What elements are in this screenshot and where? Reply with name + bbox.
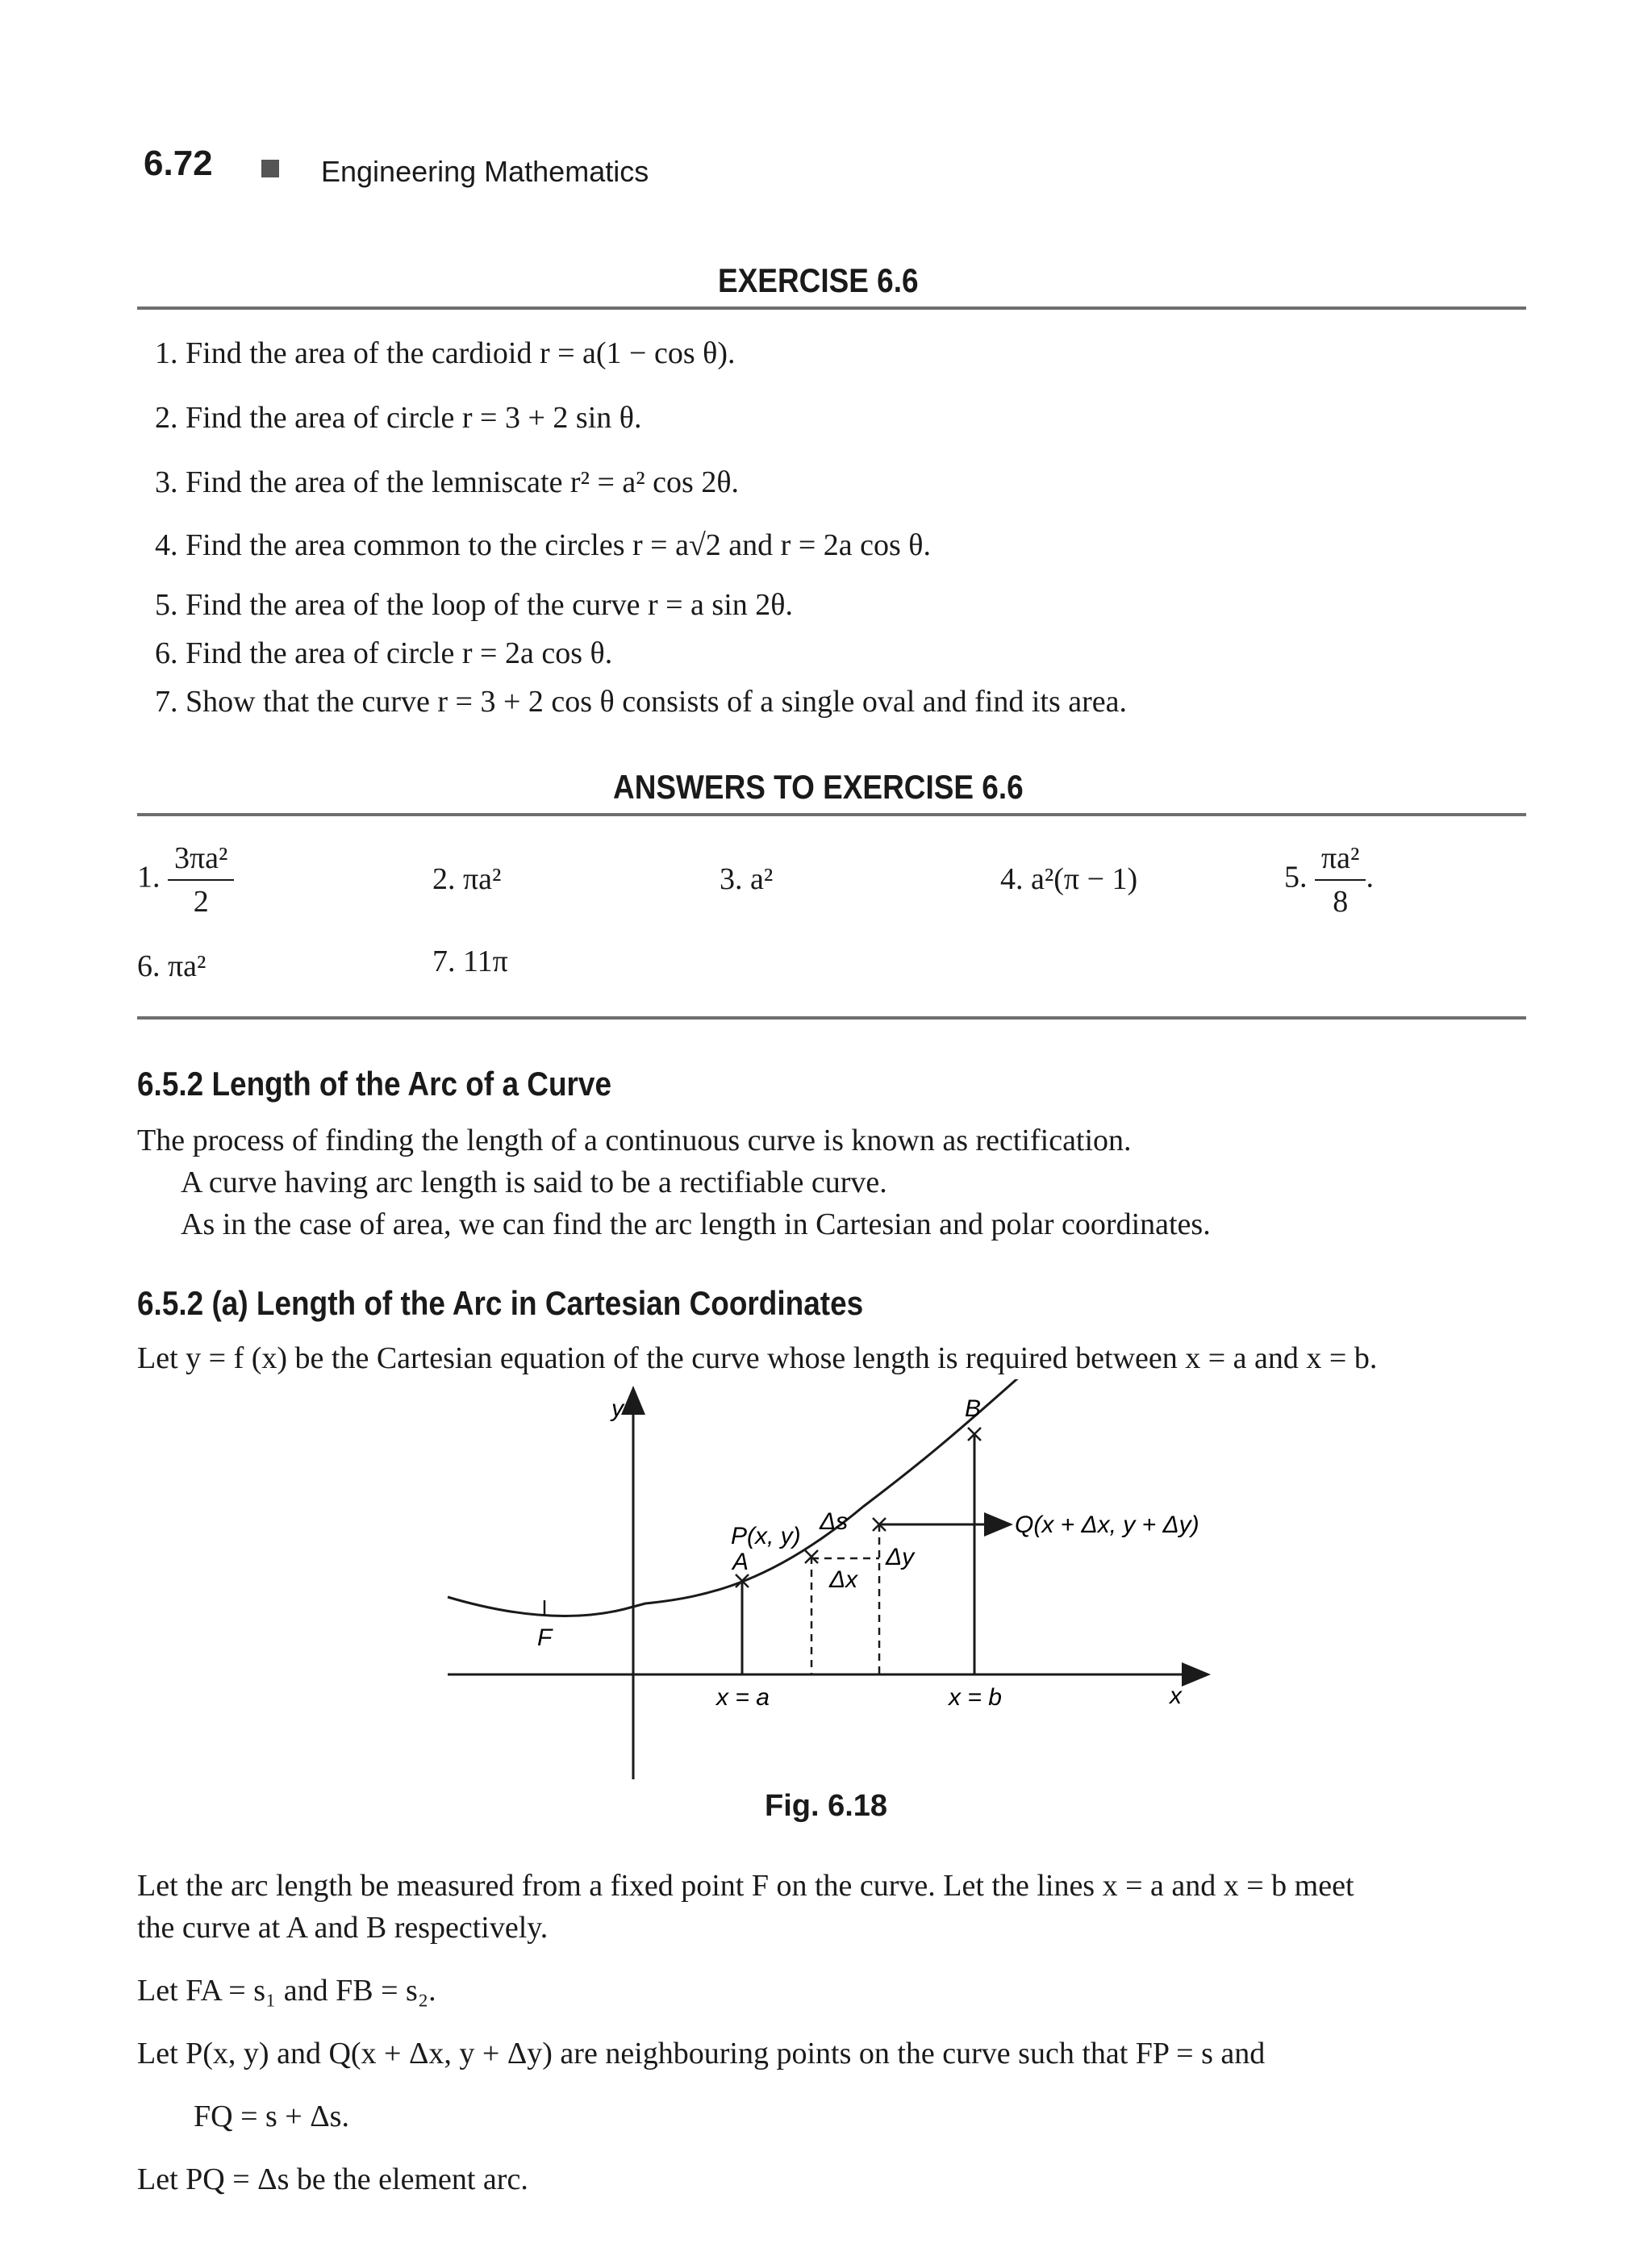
- page-number: 6.72: [144, 144, 213, 183]
- paragraph-line: Let the arc length be measured from a fixed point F on the curve. Let the lines x = a and x = b meet: [137, 1869, 1354, 1903]
- answer-1: [137, 840, 234, 919]
- header-square-icon: [261, 160, 279, 177]
- paragraph-line: Let PQ = Δs be the element arc.: [137, 2162, 528, 2196]
- answers-title: ANSWERS TO EXERCISE 6.6: [613, 768, 1024, 806]
- point-a-label: A: [732, 1549, 749, 1575]
- y-axis-label: y: [611, 1395, 624, 1422]
- answer-3: 3. a²: [720, 862, 774, 896]
- exercise-question: 2. Find the area of circle r = 3 + 2 sin θ.: [155, 401, 642, 435]
- answer-4: 4. a²(π − 1): [1000, 862, 1138, 896]
- exercise-question: 6. Find the area of circle r = 2a cos θ.: [155, 636, 613, 670]
- answer-5-period: .: [1366, 860, 1374, 894]
- delta-x-label: Δx: [829, 1566, 858, 1593]
- point-markers: [544, 1428, 981, 1616]
- exercise-question: 5. Find the area of the loop of the curve r = a sin 2θ.: [155, 588, 793, 622]
- delta-y-label: Δy: [886, 1544, 915, 1570]
- book-title: Engineering Mathematics: [321, 155, 649, 188]
- paragraph-line: The process of finding the length of a continuous curve is known as rectification.: [137, 1124, 1132, 1157]
- exercise-question: 1. Find the area of the cardioid r = a(1 − cos θ).: [155, 336, 736, 370]
- exercise-title: EXERCISE 6.6: [718, 261, 919, 299]
- point-f-label: F: [537, 1624, 553, 1651]
- fraction-denominator: 8: [1333, 885, 1349, 919]
- answer-2: 2. πa²: [432, 862, 502, 896]
- paragraph-line: A curve having arc length is said to be a rectifiable curve.: [181, 1166, 887, 1199]
- paragraph-line: As in the case of area, we can find the arc length in Cartesian and polar coordinates.: [181, 1207, 1211, 1241]
- fraction-numerator: πa²: [1315, 840, 1366, 881]
- subsection-heading: 6.5.2 (a) Length of the Arc in Cartesian Coordinates: [137, 1284, 864, 1322]
- exercise-question: 3. Find the area of the lemniscate r² = a² cos 2θ.: [155, 465, 740, 499]
- x-axis-label: x: [1170, 1683, 1182, 1709]
- arc-length-figure: [436, 1379, 1242, 1799]
- answer-5: [1284, 840, 1374, 919]
- figure-caption: Fig. 6.18: [765, 1789, 888, 1823]
- x-equals-b-label: x = b: [949, 1684, 1002, 1711]
- paragraph-line: Let P(x, y) and Q(x + Δx, y + Δy) are neighbouring points on the curve such that FP = s and: [137, 2037, 1266, 2070]
- fraction-denominator: 2: [193, 885, 209, 919]
- rule-divider: [137, 1016, 1526, 1020]
- delta-s-label: Δs: [820, 1508, 849, 1535]
- point-q-label: Q(x + Δx, y + Δy): [1015, 1512, 1199, 1538]
- paragraph-line: FQ = s + Δs.: [194, 2100, 349, 2133]
- fraction-numerator: 3πa²: [168, 840, 234, 881]
- curve-path: [448, 1379, 1044, 1616]
- answer-5-fraction: [1315, 840, 1366, 919]
- rule-divider: [137, 813, 1526, 816]
- paragraph-line: the curve at A and B respectively.: [137, 1911, 549, 1945]
- point-b-label: B: [965, 1395, 982, 1422]
- answer-6: 6. πa²: [137, 949, 206, 983]
- answer-7: 7. 11π: [432, 945, 508, 978]
- paragraph-line: Let y = f (x) be the Cartesian equation of the curve whose length is required between x = a and x = b.: [137, 1341, 1378, 1375]
- exercise-question: 7. Show that the curve r = 3 + 2 cos θ consists of a single oval and find its area.: [155, 685, 1128, 719]
- section-heading: 6.5.2 Length of the Arc of a Curve: [137, 1065, 612, 1103]
- answer-1-fraction: [168, 840, 234, 919]
- x-equals-a-label: x = a: [716, 1684, 770, 1711]
- paragraph-line: Let FA = s₁ and FB = s₂.: [137, 1974, 436, 2008]
- answer-1-label: 1.: [137, 860, 161, 894]
- exercise-question: 4. Find the area common to the circles r = a√2 and r = 2a cos θ.: [155, 528, 931, 562]
- rule-divider: [137, 306, 1526, 310]
- point-p-label: P(x, y): [731, 1523, 801, 1549]
- answer-5-label: 5.: [1284, 860, 1308, 894]
